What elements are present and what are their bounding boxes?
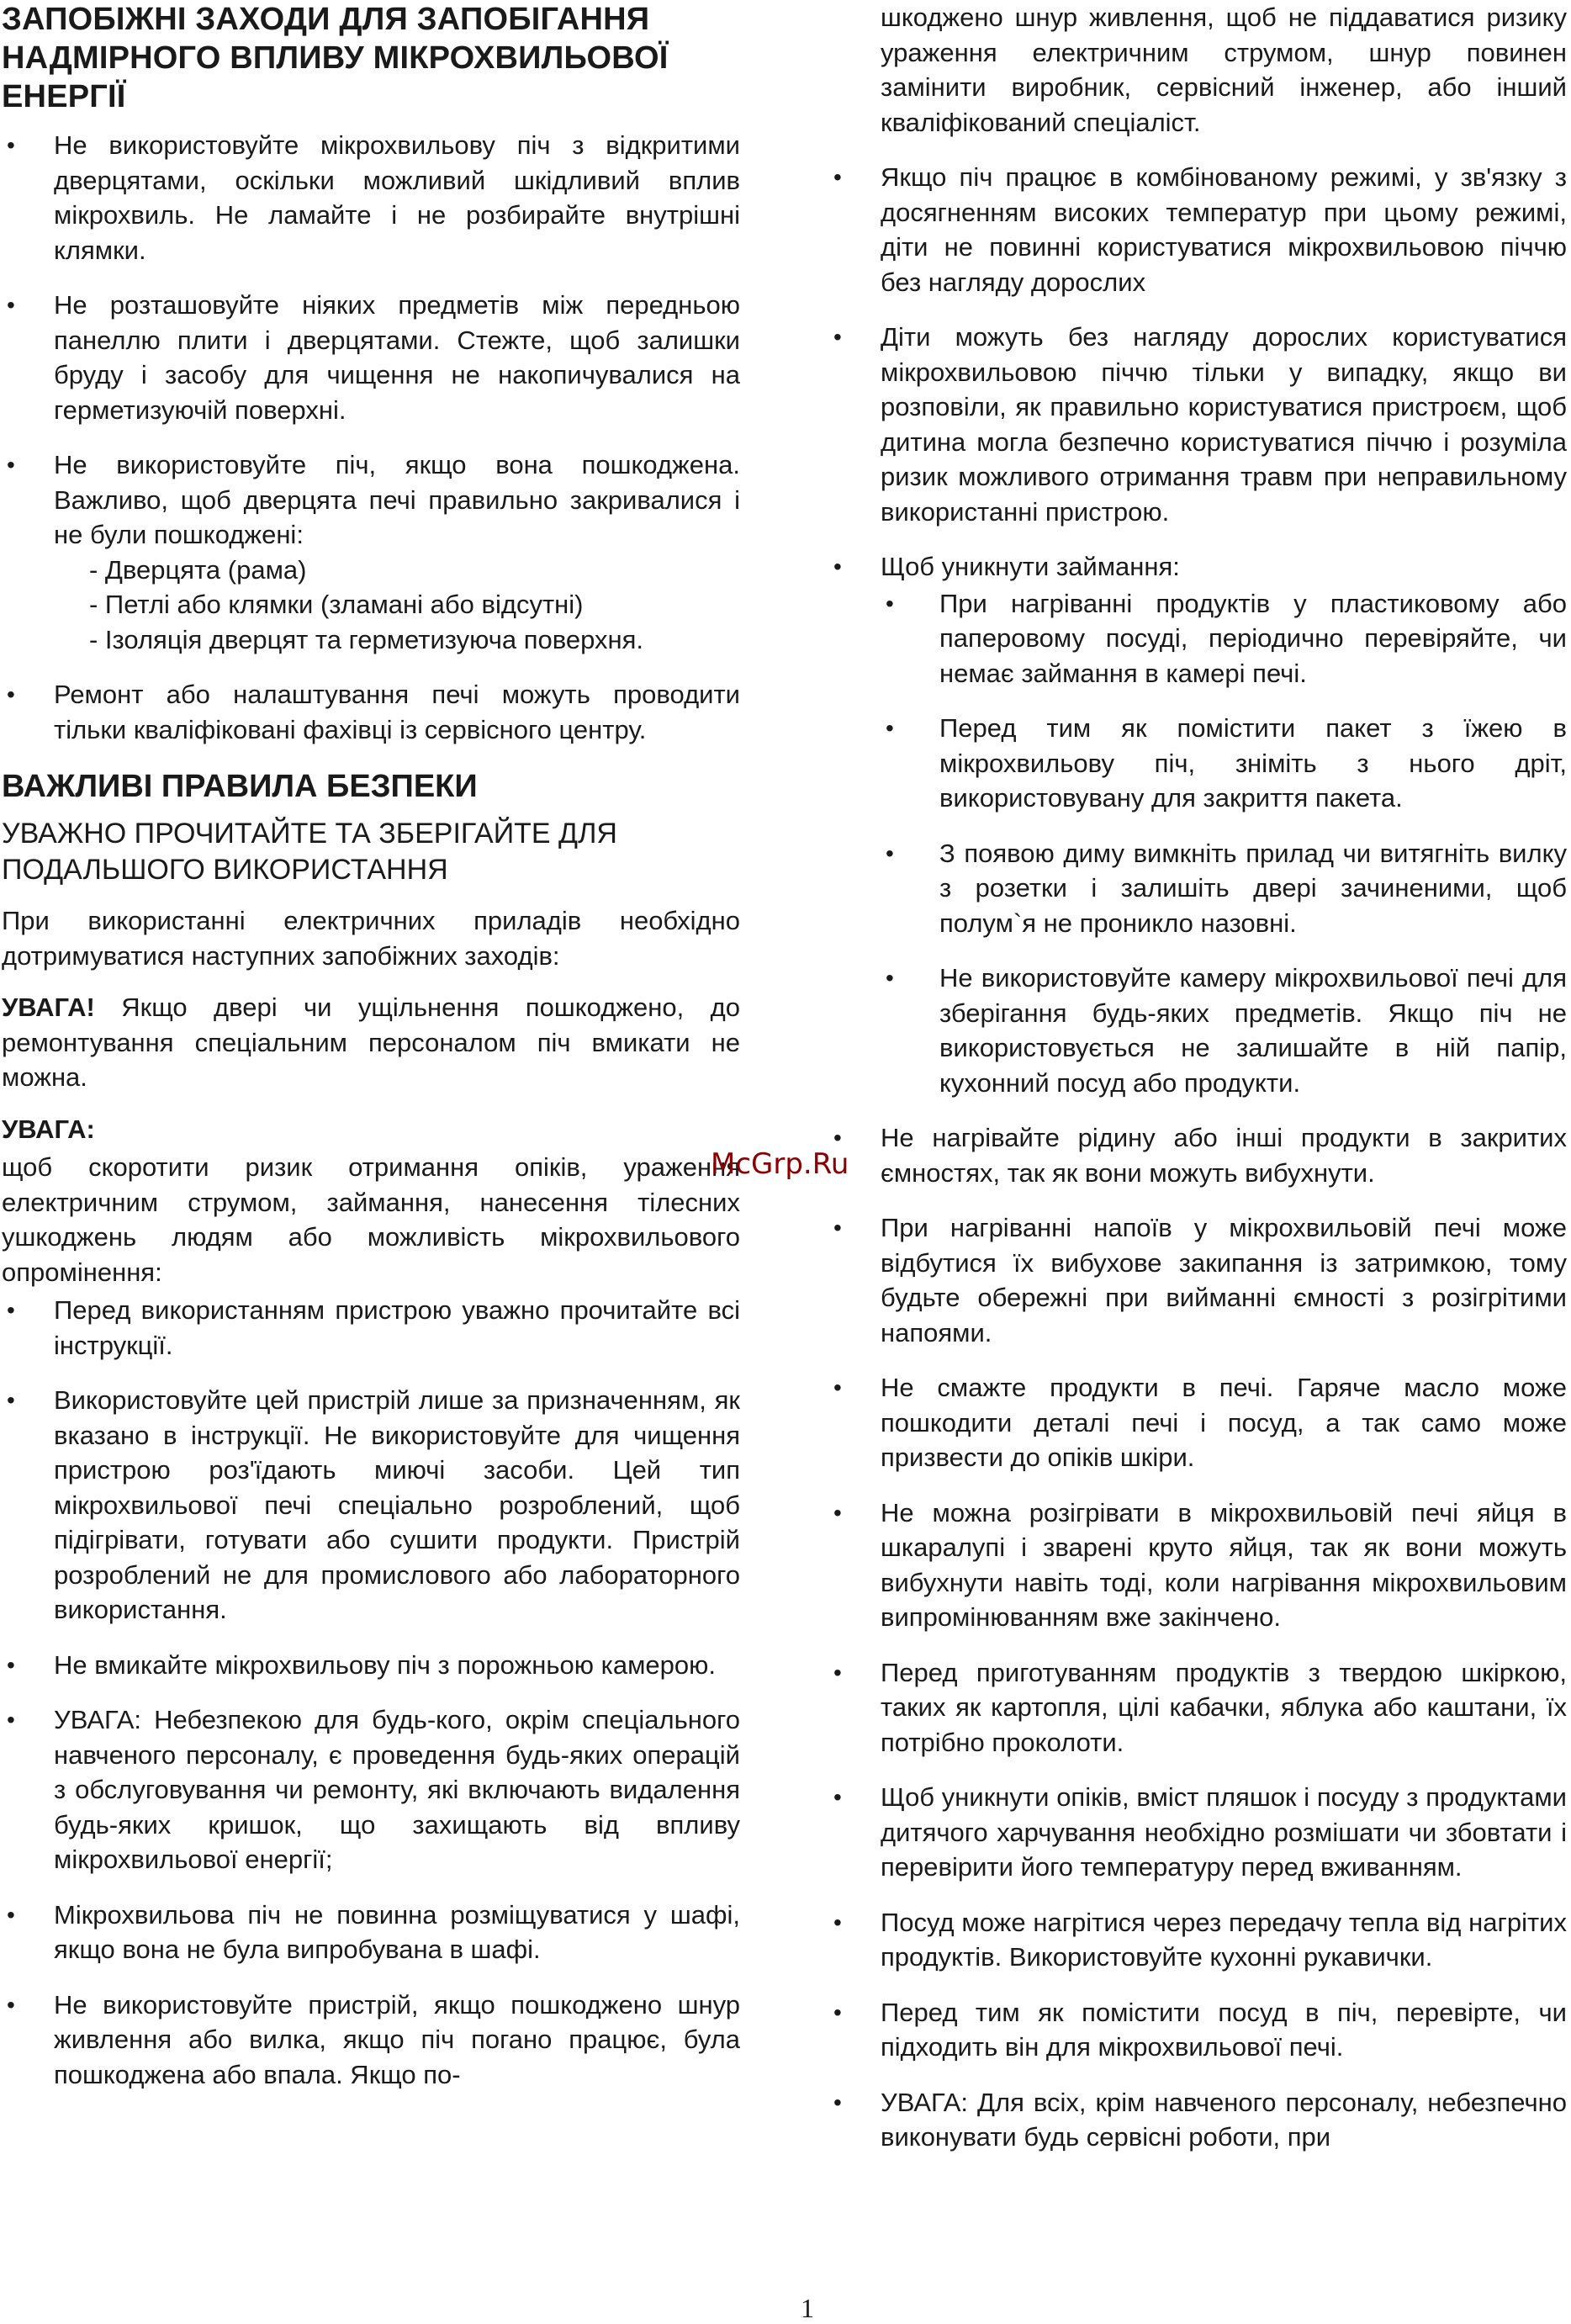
page-number: 1 xyxy=(801,2293,814,2323)
damage-sublist xyxy=(54,553,740,658)
sublist-item: • Перед тим як помістити пакет з їжею в мікрохвильову піч, зніміть з нього дріт, використовувану для закриття пакета. xyxy=(881,711,1567,816)
list-item: • Якщо піч працює в комбінованому режимі, у зв'язку з досягненням високих температур при цьому режимі, діти не повинні користуватися мікрохвильовою піччю без нагляду дорослих xyxy=(828,160,1567,299)
fire-prevention-sublist xyxy=(881,586,1567,1101)
list-item: • Використовуйте цей пристрій лише за призначенням, як вказано в інструкції. Не використовуйте для чищення пристрою роз'їдають миючі засоби. Цей тип мікрохвильової печі спеціально розроблений, щоб підігрівати, готувати або сушити продукти. Пристрій розроблений не для промислового або лабораторного використання. xyxy=(2,1383,740,1628)
sublist-item: - Дверцята (рама) xyxy=(89,554,307,585)
list-item: • Мікрохвильова піч не повинна розміщуватися у шафі, якщо вона не була випробувана в шафі. xyxy=(2,1898,740,1967)
warning-label: УВАГА! xyxy=(2,993,95,1022)
safety-rules-list xyxy=(2,1293,740,2092)
list-item: • Не використовуйте пристрій, якщо пошкоджено шнур живлення або вилка, якщо піч погано працює, була пошкоджена або впала. Якщо по- xyxy=(2,1988,740,2093)
section-subtitle: УВАЖНО ПРОЧИТАЙТЕ ТА ЗБЕРІГАЙТЕ ДЛЯ ПОДАЛЬШОГО ВИКОРИСТАННЯ xyxy=(2,818,617,886)
list-item: • Щоб уникнути опіків, вміст пляшок і посуду з продуктами дитячого харчування необхідно розмішати чи збовтати і перевірити його температуру перед вживанням. xyxy=(828,1780,1567,1885)
warning-paragraph: щоб скоротити ризик отримання опіків, ураження електричним струмом, займання, нанесення тілесних ушкоджень людям або можливість мікрохвильового опромінення: xyxy=(2,1152,740,1287)
section-title-safety-rules: ВАЖЛИВІ ПРАВИЛА БЕЗПЕКИ xyxy=(2,769,478,804)
list-item: • УВАГА: Для всіх, крім навченого персоналу, небезпечно виконувати будь сервісні роботи, при xyxy=(828,2085,1567,2155)
warning-door-seal: УВАГА! Якщо двері чи ущільнення пошкоджено, до ремонтування спеціальним персоналом піч вмикати не можна. xyxy=(2,993,740,1092)
list-item: • Перед використанням пристрою уважно прочитайте всі інструкції. xyxy=(2,1293,740,1363)
list-item: • Не вмикайте мікрохвильову піч з порожньою камерою. xyxy=(2,1648,740,1683)
sublist-item: • З появою диму вимкніть прилад чи витягніть вилку з розетки і залишіть двері зачиненими, щоб полум`я не проникло назовні. xyxy=(881,836,1567,941)
sublist-item: • Не використовуйте камеру мікрохвильової печі для зберігання будь-яких предметів. Якщо піч не використовується не залишайте в ній папір, кухонний посуд або продукти. xyxy=(881,961,1567,1100)
list-item: • Не смажте продукти в печі. Гаряче масло може пошкодити деталі печі і посуд, а так само може призвести до опіків шкіри. xyxy=(828,1370,1567,1475)
warning-label-2: УВАГА: xyxy=(2,1114,95,1144)
list-item: • Перед приготуванням продуктів з твердою шкіркою, таких як картопля, цілі кабачки, яблука або каштани, їх потрібно проколоти. xyxy=(828,1655,1567,1760)
list-item: • УВАГА: Небезпекою для будь-кого, окрім спеціального навченого персоналу, є проведення будь-яких операцій з обслуговування чи ремонту, які включають видалення будь-яких кришок, що захищають від впливу мікрохвильової енергії; xyxy=(2,1702,740,1877)
list-item: • Не розташовуйте ніяких предметів між передньою панеллю плити і дверцятами. Стежте, щоб залишки бруду і засобу для чищення не накопичувалися на герметизуючій поверхні. xyxy=(2,288,740,427)
watermark[interactable]: McGrp.Ru xyxy=(711,1147,849,1181)
left-column xyxy=(2,0,740,2112)
sublist-item: • При нагріванні продуктів у пластиковому або паперовому посуді, періодично перевіряйте, чи немає займання в камері печі. xyxy=(881,586,1567,691)
intro-paragraph: При використанні електричних приладів необхідно дотримуватися наступних запобіжних заходів: xyxy=(2,906,740,971)
list-item-continuation: шкоджено шнур живлення, щоб не піддаватися ризику ураження електричним струмом, шнур повинен замінити виробник, сервісний інженер, або інший кваліфікований спеціаліст. xyxy=(881,3,1567,137)
precautions-list xyxy=(2,128,740,747)
list-item: • При нагріванні напоїв у мікрохвильовій печі може відбутися їх вибухове закипання із затримкою, тому будьте обережні при вийманні ємності з розігрітими напоями. xyxy=(828,1210,1567,1350)
list-item: • Не можна розігрівати в мікрохвильовій печі яйця в шкаралупі і зварені круто яйця, так як вони можуть вибухнути навіть тоді, коли нагрівання мікрохвильовим випромінюванням вже закінчено. xyxy=(828,1496,1567,1635)
list-item: • Не нагрівайте рідину або інші продукти в закритих ємностях, так як вони можуть вибухнути. xyxy=(828,1120,1567,1190)
list-item: • Перед тим як помістити посуд в піч, перевірте, чи підходить він для мікрохвильової печі. xyxy=(828,1995,1567,2065)
sublist-item: - Ізоляція дверцят та герметизуюча поверхня. xyxy=(89,624,644,654)
list-item: • Щоб уникнути займання: • При нагріванні продуктів у пластиковому або паперовому посуді, періодично перевіряйте, чи немає займання в камері печі. • Перед тим як помістити пакет з їжею в мікрохвильову піч, зніміть з нього дріт, використовувану для закриття пакета. • З появою диму вимкніть прилад чи витягніть вилку з розетки і залишіть двері зачиненими, щоб полум`я не проникло назовні. • Не використовуйте камеру мікрохвильової печі для зберігання будь-яких предметів. Якщо піч не використовується не залишайте в ній папір, кухонний посуд або продукти. xyxy=(828,549,1567,1100)
list-item: • Посуд може нагрітися через передачу тепла від нагрітих продуктів. Використовуйте кухонні рукавички. xyxy=(828,1905,1567,1975)
section-title-microwave-precautions: ЗАПОБІЖНІ ЗАХОДИ ДЛЯ ЗАПОБІГАННЯ НАДМІРНОГО ВПЛИВУ МІКРОХВИЛЬОВОЇ ЕНЕРГІЇ xyxy=(2,2,669,114)
list-item: • Діти можуть без нагляду дорослих користуватися мікрохвильовою піччю тільки у випадку, якщо ви розповіли, як правильно користуватися пристроєм, щоб дитина могла безпечно користуватися піччю і розуміла ризик можливого отримання травм при неправильному використанні пристрою. xyxy=(828,320,1567,529)
right-column xyxy=(828,0,1567,2175)
list-item: • Не використовуйте мікрохвильову піч з відкритими дверцятами, оскільки можливий шкідливий вплив мікрохвиль. Не ламайте і не розбирайте внутрішні клямки. xyxy=(2,128,740,267)
continued-rules-list xyxy=(828,0,1567,2155)
list-item: • Ремонт або налаштування печі можуть проводити тільки кваліфіковані фахівці із сервісного центру. xyxy=(2,677,740,747)
sublist-item: - Петлі або клямки (зламані або відсутні) xyxy=(89,590,584,619)
list-item: • Не використовуйте піч, якщо вона пошкоджена. Важливо, щоб дверцята печі правильно закривалися і не були пошкоджені: - Дверцята (рама) - Петлі або клямки (зламані або відсутні) - Ізоляція дверцят та герметизуюча поверхня. xyxy=(2,447,740,657)
